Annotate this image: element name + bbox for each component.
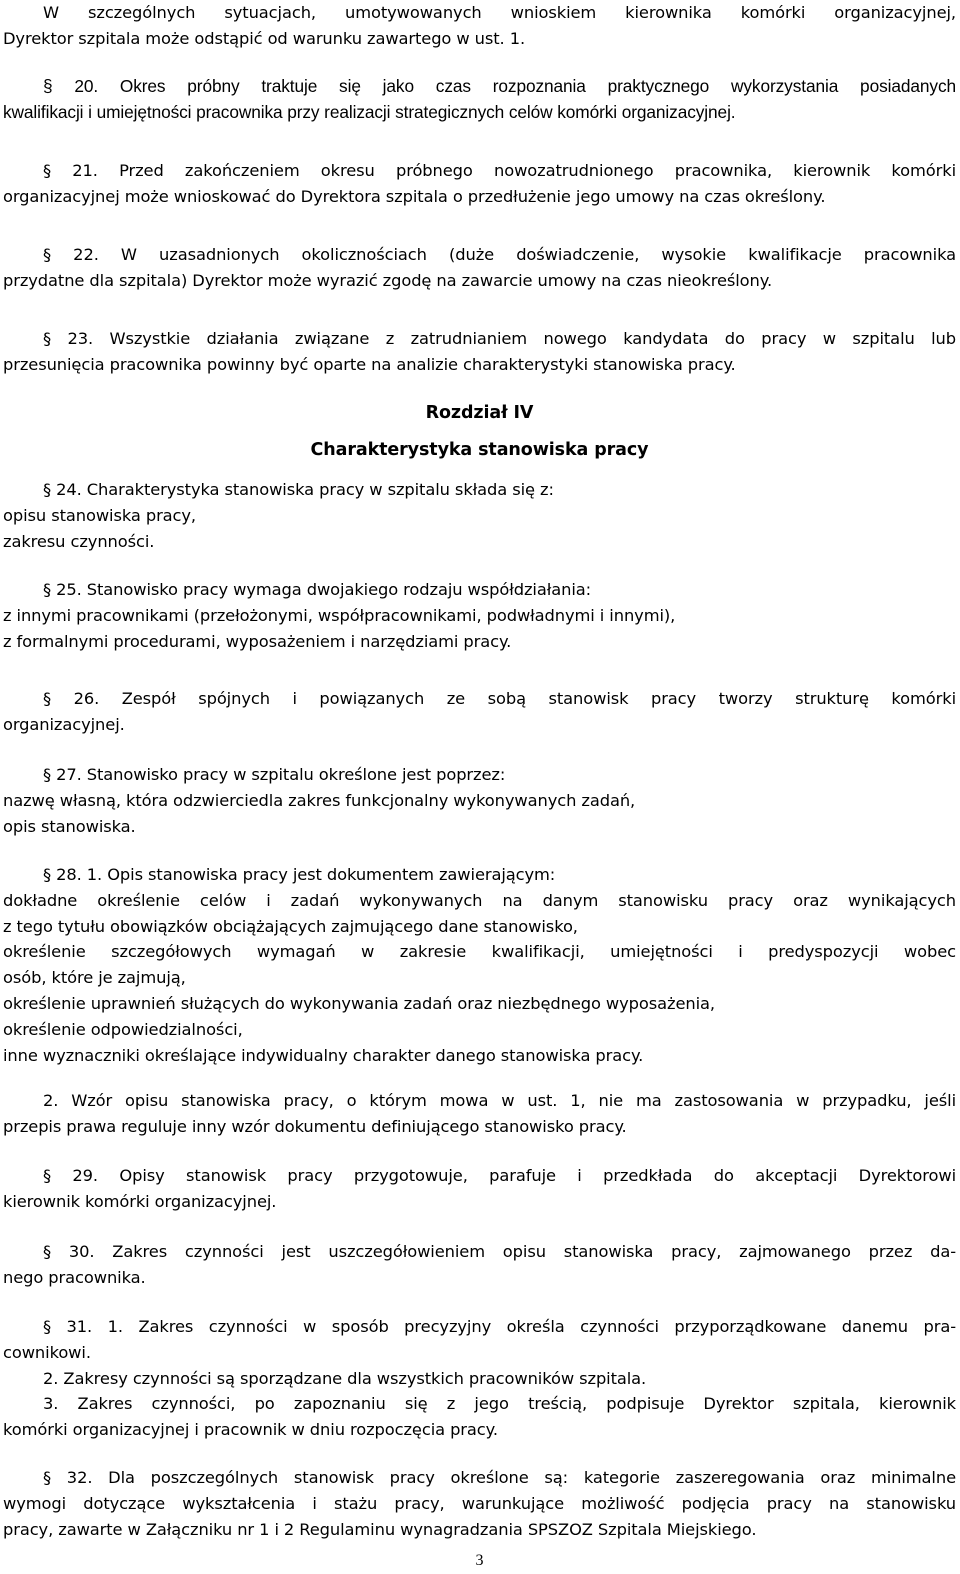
text-line: 2. Wzór opisu stanowiska pracy, o którym mowa w ust. 1, nie ma zastosowania w przypadku, jeśli bbox=[43, 1091, 956, 1110]
chapter-title: Charakterystyka stanowiska pracy bbox=[310, 440, 649, 460]
paragraph-31 bbox=[3, 1314, 956, 1443]
list-item: z formalnymi procedurami, wyposażeniem i narzędziami pracy. bbox=[3, 631, 512, 651]
list-item: określenie szczegółowych wymagań w zakresie kwalifikacji, umiejętności i predyspozycji wobec bbox=[3, 942, 956, 962]
paragraph-32 bbox=[3, 1465, 956, 1542]
text-line: pracy, zawarte w Załączniku nr 1 i 2 Regulaminu wynagradzania SPSZOZ Szpitala Miejskiego. bbox=[3, 1519, 757, 1539]
text-line: przydatne dla szpitala) Dyrektor może wyrazić zgodę na zawarcie umowy na czas nieokreślony. bbox=[3, 270, 773, 290]
paragraph-26 bbox=[3, 686, 956, 738]
paragraph-30 bbox=[3, 1239, 956, 1291]
paragraph-21 bbox=[3, 158, 956, 210]
list-item: opisu stanowiska pracy, bbox=[3, 505, 197, 525]
text-line: § 21. Przed zakończeniem okresu próbnego nowozatrudnionego pracownika, kierownik komórki bbox=[43, 161, 956, 180]
paragraph-22 bbox=[3, 242, 956, 294]
list-item: inne wyznaczniki określające indywidualny charakter danego stanowiska pracy. bbox=[3, 1045, 644, 1065]
text-line: § 23. Wszystkie działania związane z zatrudnianiem nowego kandydata do pracy w szpitalu lub bbox=[43, 329, 956, 348]
text-line: organizacyjnej może wnioskować do Dyrektora szpitala o przedłużenie jego umowy na czas określony. bbox=[3, 186, 826, 206]
list-item: określenie odpowiedzialności, bbox=[3, 1019, 243, 1039]
text-line: § 26. Zespół spójnych i powiązanych ze sobą stanowisk pracy tworzy strukturę komórki bbox=[43, 689, 956, 708]
paragraph-23 bbox=[3, 326, 956, 378]
chapter-number: Rozdział IV bbox=[425, 403, 534, 423]
list-item: z tego tytułu obowiązków obciążających zajmującego dane stanowisko, bbox=[3, 916, 578, 936]
paragraph-27 bbox=[3, 762, 956, 839]
text-line: wymogi dotyczące wykształcenia i stażu pracy, warunkujące możliwość podjęcia pracy na stanowisku bbox=[3, 1493, 956, 1513]
text-line: § 22. W uzasadnionych okolicznościach (duże doświadczenie, wysokie kwalifikacje pracownika bbox=[43, 245, 956, 264]
text-line: kierownik komórki organizacyjnej. bbox=[3, 1191, 277, 1211]
text-line: przepis prawa reguluje inny wzór dokumentu definiującego stanowisko pracy. bbox=[3, 1116, 627, 1136]
list-item: nazwę własną, która odzwierciedla zakres funkcjonalny wykonywanych zadań, bbox=[3, 790, 636, 810]
list-item: z innymi pracownikami (przełożonymi, współpracownikami, podwładnymi i innymi), bbox=[3, 605, 676, 625]
text-line: § 27. Stanowisko pracy w szpitalu określone jest poprzez: bbox=[43, 765, 506, 784]
paragraph-29 bbox=[3, 1163, 956, 1215]
list-item: określenie uprawnień służących do wykonywania zadań oraz niezbędnego wyposażenia, bbox=[3, 993, 715, 1013]
paragraph-19-cont bbox=[3, 0, 956, 52]
list-item: opis stanowiska. bbox=[3, 816, 136, 836]
text-line: Dyrektor szpitala może odstąpić od warunku zawartego w ust. 1. bbox=[3, 28, 526, 48]
list-item: zakresu czynności. bbox=[3, 531, 155, 551]
text-line: kwalifikacji i umiejętności pracownika przy realizacji strategicznych celów komórki organizacyjnej. bbox=[3, 101, 736, 122]
text-line: § 29. Opisy stanowisk pracy przygotowuje, parafuje i przedkłada do akceptacji Dyrektorowi bbox=[43, 1166, 956, 1185]
text-line: W szczególnych sytuacjach, umotywowanych wnioskiem kierownika komórki organizacyjnej, bbox=[43, 3, 956, 22]
paragraph-24 bbox=[3, 477, 956, 554]
text-line: cownikowi. bbox=[3, 1342, 91, 1362]
text-line: § 24. Charakterystyka stanowiska pracy w szpitalu składa się z: bbox=[43, 480, 554, 499]
text-line: § 20. Okres próbny traktuje się jako czas rozpoznania praktycznego wykorzystania posiadanych bbox=[43, 76, 956, 96]
text-line: przesunięcia pracownika powinny być oparte na analizie charakterystyki stanowiska pracy. bbox=[3, 354, 736, 374]
text-line: 2. Zakresy czynności są sporządzane dla wszystkich pracowników szpitala. bbox=[43, 1368, 647, 1388]
page-number: 3 bbox=[475, 1552, 484, 1569]
text-line: § 32. Dla poszczególnych stanowisk pracy określone są: kategorie zaszeregowania oraz minimalne bbox=[43, 1468, 956, 1487]
list-item: dokładne określenie celów i zadań wykonywanych na danym stanowisku pracy oraz wynikających bbox=[3, 890, 956, 910]
list-item: osób, które je zajmują, bbox=[3, 968, 186, 988]
text-line: 3. Zakres czynności, po zapoznaniu się z jego treścią, podpisuje Dyrektor szpitala, kierownik bbox=[43, 1394, 956, 1414]
text-line: § 28. 1. Opis stanowiska pracy jest dokumentem zawierającym: bbox=[43, 865, 556, 884]
text-line: § 30. Zakres czynności jest uszczegółowieniem opisu stanowiska pracy, zajmowanego przez da- bbox=[43, 1242, 956, 1261]
text-line: komórki organizacyjnej i pracownik w dniu rozpoczęcia pracy. bbox=[3, 1420, 498, 1440]
paragraph-28 bbox=[3, 862, 956, 1068]
text-line: § 31. 1. Zakres czynności w sposób precyzyjny określa czynności przyporządkowane danemu pra- bbox=[43, 1317, 956, 1336]
paragraph-28-2 bbox=[3, 1088, 956, 1140]
paragraph-20 bbox=[3, 74, 956, 126]
text-line: nego pracownika. bbox=[3, 1267, 146, 1287]
paragraph-25 bbox=[3, 577, 956, 654]
text-line: organizacyjnej. bbox=[3, 714, 125, 734]
text-line: § 25. Stanowisko pracy wymaga dwojakiego rodzaju współdziałania: bbox=[43, 580, 592, 599]
